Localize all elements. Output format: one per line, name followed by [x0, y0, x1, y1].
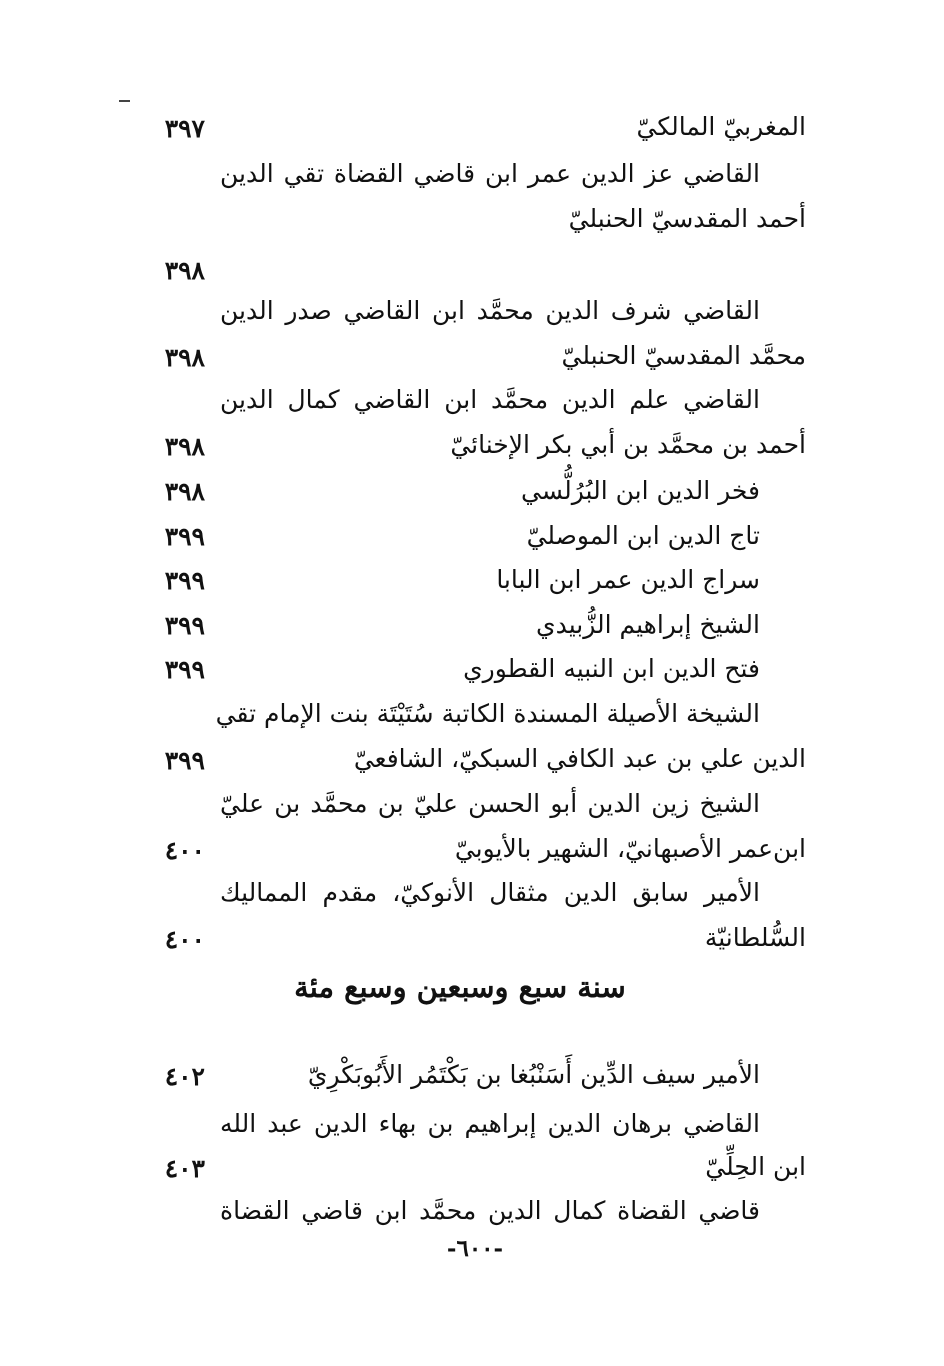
index-entry: القاضي برهان الدين إبراهيم بن بهاء الدين عبد الله	[220, 1109, 760, 1138]
page-number: ٣٩٨	[164, 343, 205, 372]
index-entry: السُّلطانيّة	[704, 923, 806, 952]
index-entry: أحمد بن محمَّد بن أبي بكر الإخنائيّ	[450, 430, 806, 459]
page-number: ٤٠٠	[164, 836, 205, 865]
index-entry: فتح الدين ابن النبيه القطوري	[463, 654, 760, 683]
page-number: ٤٠٠	[164, 925, 205, 954]
index-entry: فخر الدين ابن البُرُلُّسي	[521, 476, 760, 505]
index-entry: الشيخة الأصيلة المسندة الكاتبة سُتَيْتَة بنت الإمام تقي	[215, 699, 760, 728]
page-number: ٣٩٧	[164, 114, 205, 143]
index-entry: محمَّد المقدسيّ الحنبليّ	[561, 341, 806, 370]
index-entry: القاضي علم الدين محمَّد ابن القاضي كمال الدين	[220, 385, 760, 414]
index-entry: الدين علي بن عبد الكافي السبكيّ، الشافعيّ	[353, 744, 806, 773]
index-entry: ابن الحِلِّيّ	[705, 1152, 806, 1181]
index-entry: أحمد المقدسيّ الحنبليّ	[568, 204, 806, 233]
index-entry: الأمير سيف الدِّين أَسَنْبُغا بن بَكْتَمُر الأَبُوبَكْرِيّ	[307, 1060, 760, 1089]
page-folio: -٦٠٠-	[446, 1235, 504, 1262]
index-entry: المغربيّ المالكيّ	[636, 112, 806, 141]
page-number: ٤٠٣	[164, 1154, 205, 1183]
index-entry: الأمير سابق الدين مثقال الأنوكيّ، مقدم المماليك	[220, 878, 760, 907]
page-number: ٣٩٩	[164, 746, 205, 775]
index-entry: سراج الدين عمر ابن البابا	[496, 565, 760, 594]
index-entry: ابن‌عمر الأصبهانيّ، الشهير بالأيوبيّ	[454, 834, 806, 863]
page-number: ٣٩٩	[164, 611, 205, 640]
index-entry: الشيخ زين الدين أبو الحسن عليّ بن محمَّد بن عليّ	[220, 789, 760, 818]
margin-mark	[119, 100, 130, 102]
page-number: ٣٩٩	[164, 566, 205, 595]
page-number: ٣٩٩	[164, 522, 205, 551]
section-heading: سنة سبع وسبعين وسبع مئة	[294, 970, 626, 1004]
page-number: ٣٩٨	[164, 256, 205, 285]
page-number: ٣٩٨	[164, 477, 205, 506]
index-entry: قاضي القضاة كمال الدين محمَّد ابن قاضي القضاة	[220, 1196, 760, 1225]
index-entry: القاضي عز الدين عمر ابن قاضي القضاة تقي الدين	[220, 159, 760, 188]
index-entry: القاضي شرف الدين محمَّد ابن القاضي صدر الدين	[220, 296, 760, 325]
index-entry: تاج الدين ابن الموصليّ	[526, 521, 760, 550]
page-number: ٣٩٩	[164, 655, 205, 684]
index-entry: الشيخ إبراهيم الزُّبيدي	[536, 610, 760, 639]
page-number: ٤٠٢	[164, 1062, 205, 1091]
page-number: ٣٩٨	[164, 432, 205, 461]
